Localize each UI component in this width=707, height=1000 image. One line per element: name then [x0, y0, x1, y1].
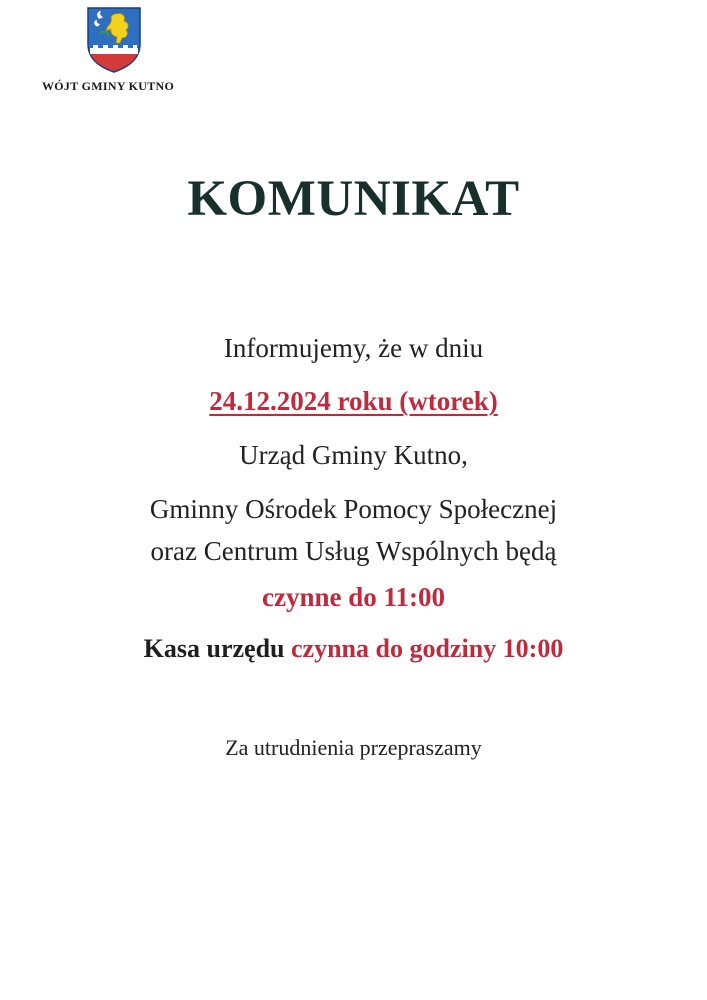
cash-desk-time: czynna do godziny 10:00 [291, 634, 564, 663]
office-line-1: Urząd Gminy Kutno, [239, 440, 468, 470]
organization-name: WÓJT GMINY KUTNO [42, 79, 175, 93]
page-title: KOMUNIKAT [187, 171, 520, 227]
office-line-2: Gminny Ośrodek Pomocy Społecznej [149, 494, 558, 524]
opening-hours: czynne do 11:00 [261, 582, 445, 612]
apology-text: Za utrudnienia przepraszamy [225, 735, 482, 760]
cash-desk-label: Kasa urzędu [143, 634, 285, 663]
office-line-3: oraz Centrum Usług Wspólnych będą [150, 536, 557, 566]
coat-of-arms-icon [86, 6, 142, 74]
date-text [0, 386, 707, 417]
intro-text: Informujemy, że w dniu [223, 333, 484, 363]
cash-desk-hours [0, 634, 707, 664]
date-value: 24.12.2024 roku (wtorek) [209, 386, 498, 416]
